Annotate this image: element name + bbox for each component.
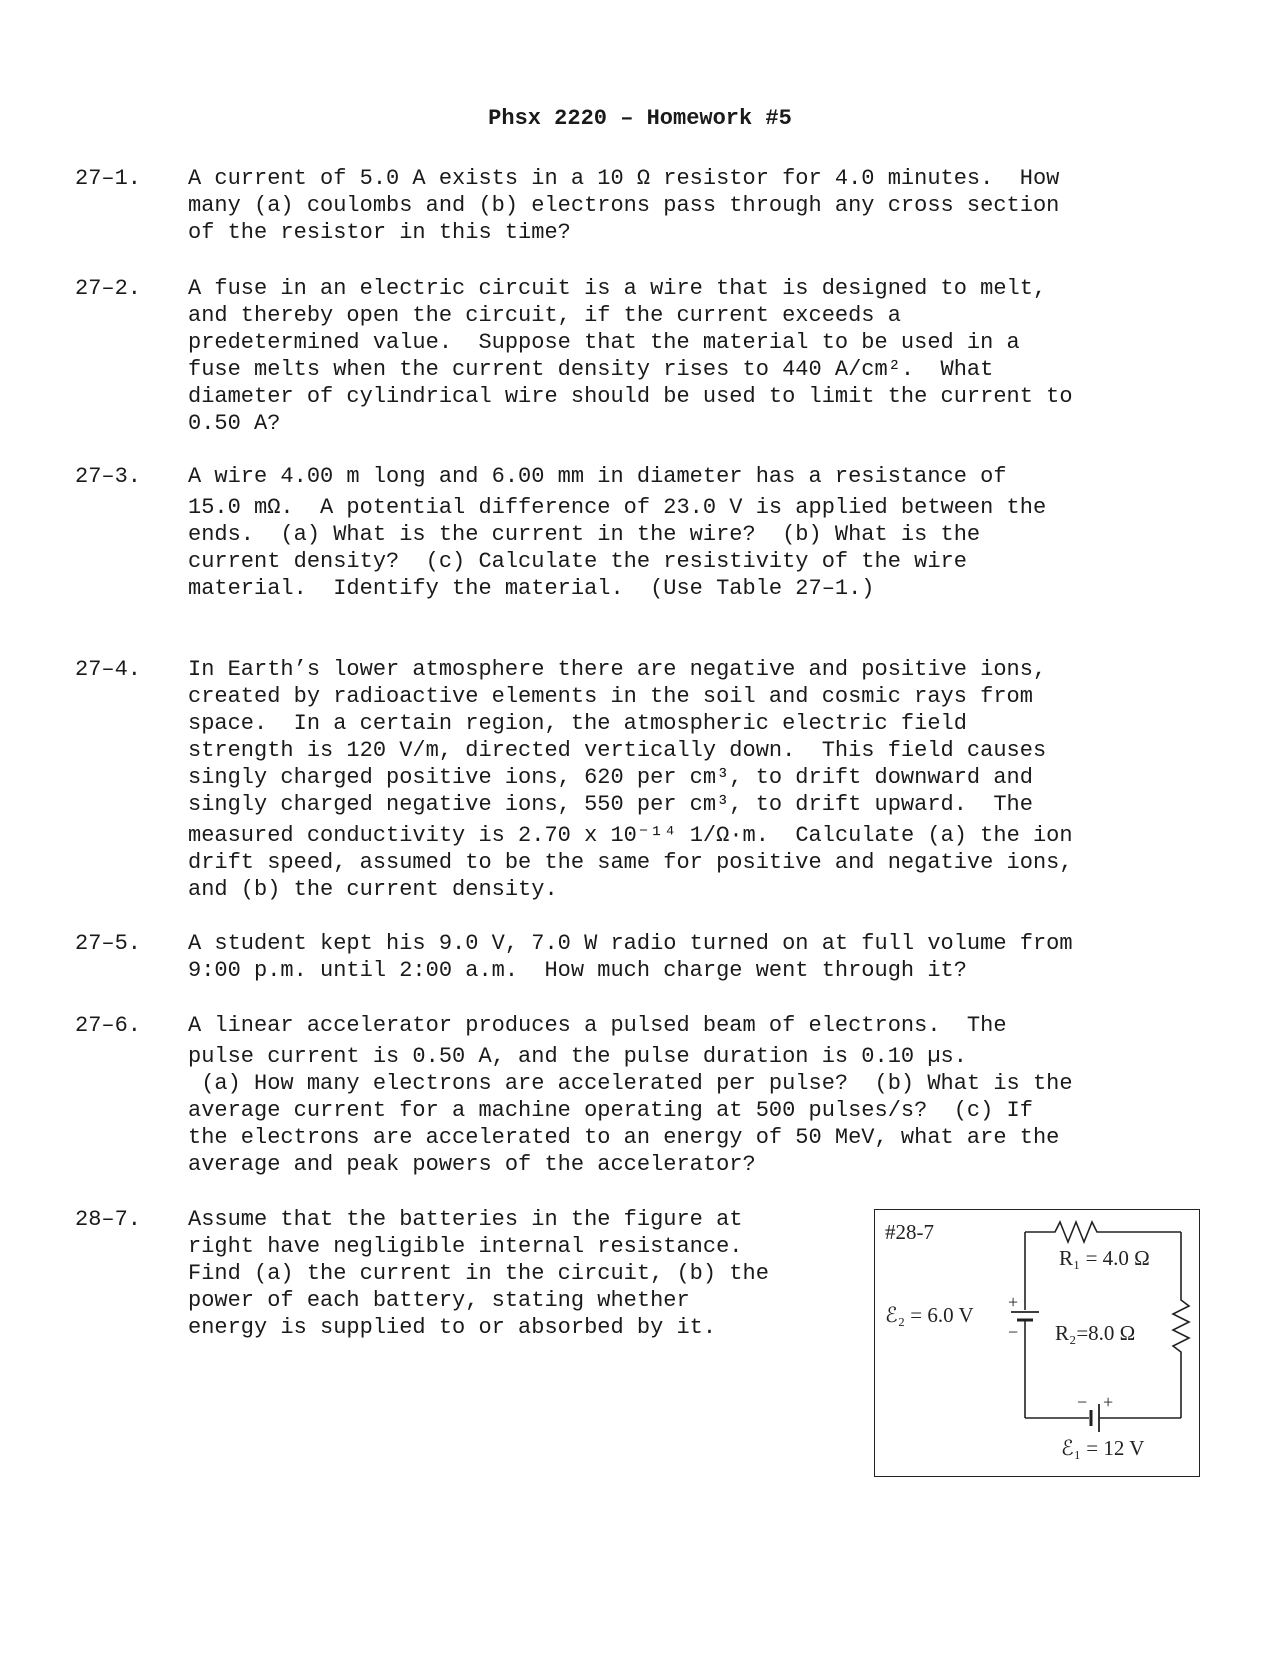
- text-line: singly charged positive ions, 620 per cm³, to drift downward and: [188, 765, 1033, 790]
- problem-text: [188, 656, 1213, 903]
- text-line: space. In a certain region, the atmospheric electric field: [188, 711, 967, 736]
- text-line: A linear accelerator produces a pulsed beam of electrons. The: [188, 1013, 1007, 1038]
- problem-text: [188, 930, 1213, 984]
- r1-label: R₁ = 4.0 Ω: [1059, 1246, 1150, 1270]
- text-line: strength is 120 V/m, directed vertically down. This field causes: [188, 738, 1047, 763]
- text-line: average current for a machine operating at 500 pulses/s? (c) If: [188, 1098, 1033, 1123]
- text-line: diameter of cylindrical wire should be used to limit the current to: [188, 384, 1073, 409]
- problem-number: 27–2.: [75, 276, 142, 301]
- text-line: and (b) the current density.: [188, 877, 558, 902]
- resistor-r2: [1173, 1232, 1189, 1418]
- problem-text: [188, 1206, 888, 1341]
- text-line: ends. (a) What is the current in the wire? (b) What is the: [188, 522, 981, 547]
- problem-text: [188, 165, 1213, 246]
- text-line: measured conductivity is 2.70 x 10⁻¹⁴ 1/Ω·m. Calculate (a) the ion: [188, 823, 1073, 848]
- circuit-figure: [874, 1209, 1200, 1477]
- e1-label: ℰ₁ = 12 V: [1061, 1436, 1145, 1460]
- problem-number: 27–5.: [75, 931, 142, 956]
- text-line: A student kept his 9.0 V, 7.0 W radio turned on at full volume from: [188, 931, 1073, 956]
- text-line: right have negligible internal resistance.: [188, 1234, 743, 1259]
- e1-minus-sign: −: [1077, 1392, 1088, 1412]
- text-line: power of each battery, stating whether: [188, 1288, 690, 1313]
- r2-label: R₂=8.0 Ω: [1055, 1321, 1136, 1345]
- text-line: fuse melts when the current density rises to 440 A/cm². What: [188, 357, 994, 382]
- text-line: predetermined value. Suppose that the material to be used in a: [188, 330, 1020, 355]
- text-line: Find (a) the current in the circuit, (b) the: [188, 1261, 769, 1286]
- text-line: 15.0 mΩ. A potential difference of 23.0 V is applied between the: [188, 495, 1047, 520]
- problem-number: 28–7.: [75, 1207, 142, 1232]
- text-line: and thereby open the circuit, if the current exceeds a: [188, 303, 901, 328]
- text-line: (a) How many electrons are accelerated per pulse? (b) What is the: [188, 1071, 1073, 1096]
- text-line: Assume that the batteries in the figure at: [188, 1207, 743, 1232]
- circuit-diagram: [875, 1210, 1201, 1478]
- problem-text: [188, 463, 1213, 602]
- text-line: 0.50 A?: [188, 411, 281, 436]
- problem-number: 27–6.: [75, 1013, 142, 1038]
- text-line: pulse current is 0.50 A, and the pulse duration is 0.10 µs.: [188, 1044, 967, 1069]
- resistor-r1: [1025, 1222, 1181, 1242]
- page-title: Phsx 2220 – Homework #5: [488, 106, 792, 131]
- text-line: current density? (c) Calculate the resistivity of the wire: [188, 549, 967, 574]
- figure-label: #28-7: [885, 1220, 934, 1244]
- e2-minus-sign: −: [1008, 1322, 1019, 1342]
- text-line: A fuse in an electric circuit is a wire that is designed to melt,: [188, 276, 1047, 301]
- problem-text: [188, 275, 1213, 437]
- text-line: energy is supplied to or absorbed by it.: [188, 1315, 717, 1340]
- text-line: material. Identify the material. (Use Table 27–1.): [188, 576, 875, 601]
- problem-number: 27–1.: [75, 166, 142, 191]
- e2-plus-sign: +: [1008, 1292, 1019, 1312]
- text-line: A wire 4.00 m long and 6.00 mm in diameter has a resistance of: [188, 464, 1007, 489]
- text-line: In Earth’s lower atmosphere there are negative and positive ions,: [188, 657, 1047, 682]
- problem-text: [188, 1012, 1213, 1178]
- text-line: of the resistor in this time?: [188, 220, 571, 245]
- text-line: created by radioactive elements in the soil and cosmic rays from: [188, 684, 1033, 709]
- text-line: A current of 5.0 A exists in a 10 Ω resistor for 4.0 minutes. How: [188, 166, 1060, 191]
- e2-label: ℰ₂ = 6.0 V: [885, 1303, 974, 1327]
- e1-plus-sign: +: [1103, 1392, 1114, 1412]
- text-line: average and peak powers of the accelerator?: [188, 1152, 756, 1177]
- problem-number: 27–4.: [75, 657, 142, 682]
- text-line: 9:00 p.m. until 2:00 a.m. How much charge went through it?: [188, 958, 967, 983]
- text-line: many (a) coulombs and (b) electrons pass through any cross section: [188, 193, 1060, 218]
- text-line: drift speed, assumed to be the same for positive and negative ions,: [188, 850, 1073, 875]
- text-line: singly charged negative ions, 550 per cm³, to drift upward. The: [188, 792, 1033, 817]
- problem-number: 27–3.: [75, 464, 142, 489]
- text-line: the electrons are accelerated to an energy of 50 MeV, what are the: [188, 1125, 1060, 1150]
